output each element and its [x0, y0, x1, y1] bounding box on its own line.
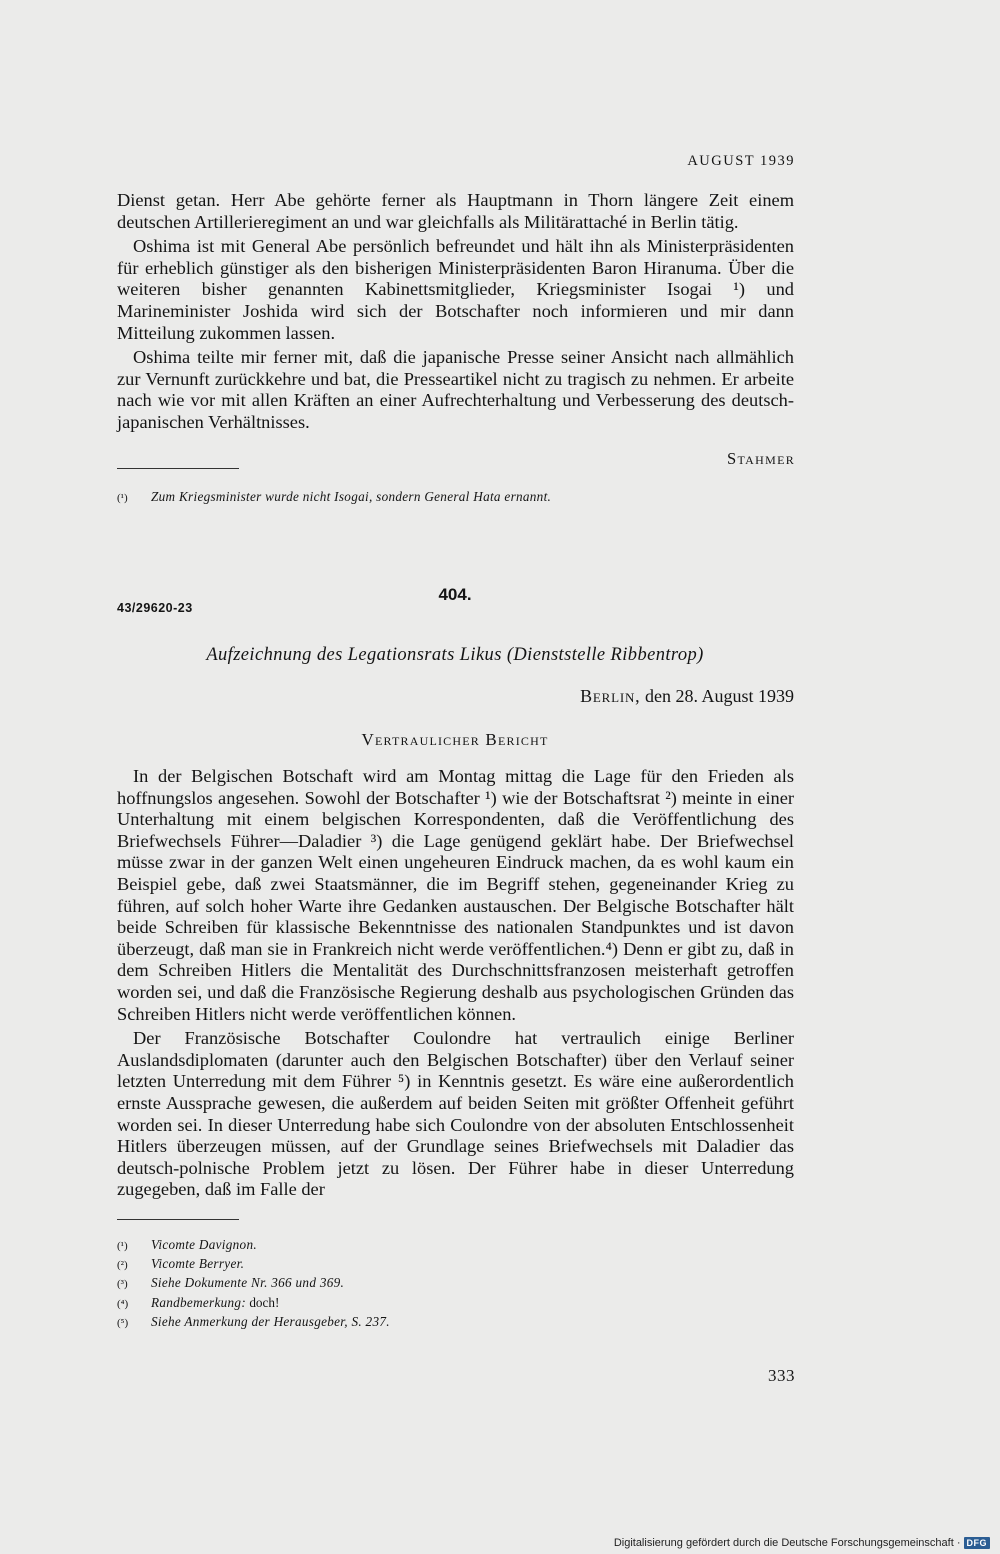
dfg-logo: DFG — [964, 1537, 991, 1549]
footnote-text-plain: doch! — [246, 1294, 280, 1310]
paragraph: Der Französische Botschafter Coulondre hat vertraulich einige Berliner Auslandsdiplomaten (darunter auch den Belgischen Botschafter) über den Verlauf seiner letzten Unterredung mit dem Führer ⁵) in Kenntnis gesetzt. Es wäre eine außerordentlich ernste Aussprache gewesen, die außerdem auf beiden Seiten mit größter Offenheit geführt worden sei. In dieser Unterredung habe sich Coulondre von der absoluten Entschlossenheit Hitlers überzeugen müssen, auf der Grundlage seines Briefwechsels mit Daladier das deutsch-polnische Problem jetzt zu lösen. Der Führer habe in dieser Unterredung zugegeben, daß im Falle der — [117, 1028, 794, 1200]
text-block-continuation — [117, 190, 794, 437]
footnote-rule — [117, 1219, 239, 1220]
running-head: AUGUST 1939 — [687, 153, 795, 169]
footnote-text: Vicomte Berryer. — [151, 1256, 245, 1272]
footnotes — [117, 1236, 390, 1332]
document-title: Aufzeichnung des Legationsrats Likus (Dienststelle Ribbentrop) — [206, 645, 704, 665]
paragraph: Dienst getan. Herr Abe gehörte ferner als Hauptmann in Thorn längere Zeit einem deutschen Artillerieregiment an und war gleichfalls als Militärattaché in Berlin tätig. — [117, 190, 794, 232]
text-block-report — [117, 766, 794, 1204]
footnote-number: (⁵) — [117, 1316, 129, 1329]
paragraph: Oshima ist mit General Abe persönlich befreundet und hält ihn als Ministerpräsidenten für erheblich günstiger als den bisherigen Ministerpräsidenten Baron Hiranuma. Über die weiteren bisher genannten Kabinettsmitglieder, Kriegsminister Isogai ¹) und Marineminister Joshida wird sich der Botschafter noch informieren und mir dann Mitteilung zukommen lassen. — [117, 236, 794, 343]
footnote-number: (⁴) — [117, 1297, 129, 1310]
page-number: 333 — [768, 1366, 795, 1385]
footnote-text: Siehe Anmerkung der Herausgeber, S. 237. — [151, 1313, 390, 1329]
dfg-footer — [614, 1537, 990, 1549]
footnote — [117, 1236, 390, 1255]
document-number: 404. — [438, 585, 472, 604]
footnote-text: Siehe Dokumente Nr. 366 und 369. — [151, 1275, 345, 1291]
paragraph: Oshima teilte mir ferner mit, daß die japanische Presse seiner Ansicht nach allmählich zur Vernunft zurückkehre und bat, die Presseartikel nicht zu tragisch zu nehmen. Er arbeite nach wie vor mit allen Kräften an einer Aufrechterhaltung und Verbesserung des deutsch-japanischen Verhältnisses. — [117, 347, 794, 432]
signature: Stahmer — [727, 449, 795, 468]
footnote-number: (¹) — [117, 492, 128, 504]
dateline-place: Berlin, — [580, 686, 641, 706]
footnote-text: Zum Kriegsminister wurde nicht Isogai, sondern General Hata ernannt. — [151, 489, 552, 504]
footnote-number: (³) — [117, 1278, 128, 1291]
paragraph: In der Belgischen Botschaft wird am Montag mittag die Lage für den Frieden als hoffnungslos angesehen. Sowohl der Botschafter ¹) wie der Botschaftsrat ²) meinte in einer Unterhaltung mit einem belgischen Korrespondenten, daß die Veröffentlichung des Briefwechsels Führer—Daladier ³) die Lage genügend geklärt habe. Der Briefwechsel müsse zwar in der ganzen Welt einen ungeheuren Eindruck machen, da es wohl kaum ein Beispiel gebe, daß zwei Staatsmänner, die im Begriff stehen, gegeneinander Krieg zu führen, auf solch hoher Warte ihre Gedanken austauschen. Der Belgische Botschafter hält beide Schreiben für klassische Bekenntnisse des nationalen Standpunktes und ist davon überzeugt, daß man sie in Frankreich nicht werde veröffentlichen.⁴) Denn er gibt zu, daß in dem Schreiben Hitlers die Mentalität des Durchschnittsfranzosen meisterhaft getroffen worden sei, und daß die Französische Regierung deshalb aus psychologischen Gründen das Schreiben Hitlers nicht werde veröffentlichen können. — [117, 766, 794, 1024]
footnote-text: Randbemerkung: — [151, 1294, 247, 1310]
dateline-date: den 28. August 1939 — [644, 686, 794, 706]
footnote — [117, 1274, 390, 1293]
footnote-number: (²) — [117, 1259, 128, 1272]
dateline — [580, 686, 794, 707]
footnote-number: (¹) — [117, 1240, 128, 1252]
footnote — [117, 488, 551, 507]
footnote — [117, 1294, 390, 1313]
document-reference: 43/29620-23 — [117, 601, 193, 615]
footnote — [117, 1313, 390, 1332]
dfg-notice: Digitalisierung gefördert durch die Deutsche Forschungsgemeinschaft · — [613, 1537, 961, 1549]
footnote-text: Vicomte Davignon. — [151, 1237, 257, 1252]
report-heading: Vertraulicher Bericht — [361, 730, 549, 749]
footnote — [117, 1255, 390, 1274]
footnote-rule — [117, 468, 239, 469]
